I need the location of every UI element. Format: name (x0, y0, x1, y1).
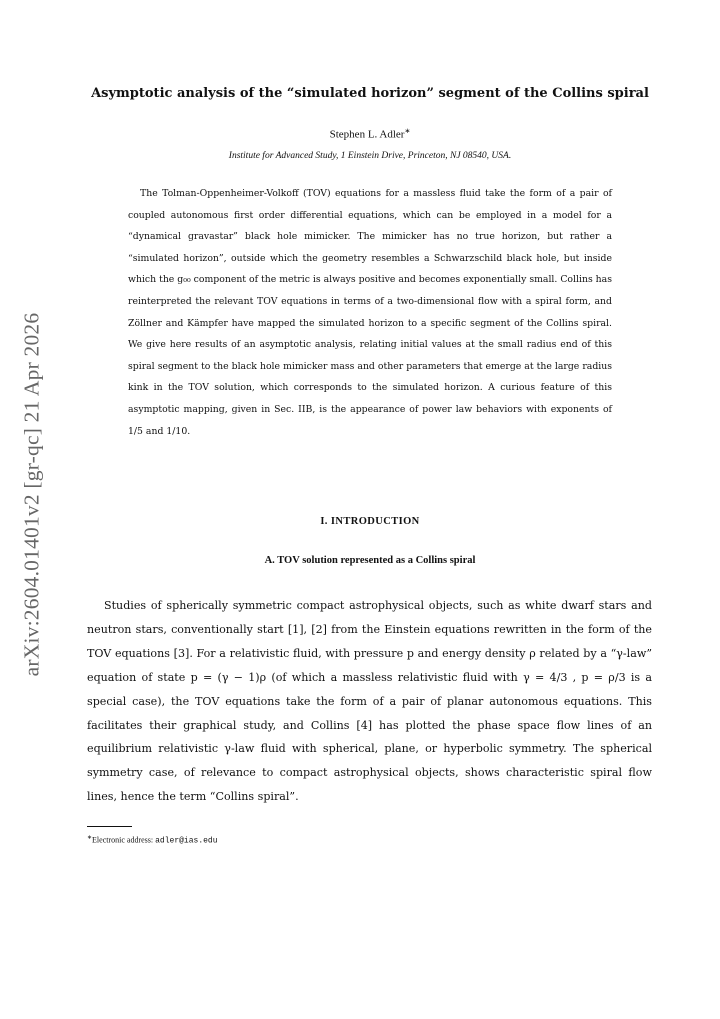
footnote-divider (87, 826, 132, 827)
footnote-email: adler@ias.edu (155, 836, 218, 846)
footnote-mark: ∗ (87, 835, 93, 841)
arxiv-identifier-text: arXiv:2604.01401v2 [gr-qc] 21 Apr 2026 (19, 312, 44, 676)
author-name: Stephen L. Adler (329, 128, 405, 141)
section-heading: I. INTRODUCTION (320, 516, 420, 527)
arxiv-identifier-stamp (14, 299, 50, 689)
abstract-paragraph: The Tolman-Oppenheimer-Volkoff (TOV) equations for a massless fluid take the form of a pair of coupled autonomous first order differential equations, which can be employed in a model for a “dynamical gravastar” black hole mimicker. The mimicker has no true horizon, but rather a “simulated horizon”, outside which the geometry resembles a Schwarzschild black hole, but inside which the g₀₀ component of the metric is always positive and becomes exponentially small. Collins has reinterpreted the relevant TOV equations in terms of a two-dimensional flow with a spiral form, and Zöllner and Kämpfer have mapped the simulated horizon to a specific segment of the Collins spiral. We give here results of an asymptotic analysis, relating initial values at the small radius end of this spiral segment to the black hole mimicker mass and other parameters that emerge at the large radius kink in the TOV solution, which corresponds to the simulated horizon. A curious feature of this asymptotic mapping, given in Sec. IIB, is the appearance of power law behaviors with exponents of 1/5 and 1/10. (128, 188, 612, 437)
author-affiliation: Institute for Advanced Study, 1 Einstein Drive, Princeton, NJ 08540, USA. (228, 151, 512, 161)
subsection-heading: A. TOV solution represented as a Collins spiral (264, 555, 476, 566)
intro-paragraph: Studies of spherically symmetric compact astrophysical objects, such as white dwarf stars and neutron stars, conventionally start [1], [2] from the Einstein equations rewritten in the form of the TOV equations [3]. For a relativistic fluid, with pressure p and energy density ρ related by a “γ-law” equation of state p = (γ − 1)ρ (of which a massless relativistic fluid with γ = 4/3 , p = ρ/3 is a special case), the TOV equations take the form of a pair of planar autonomous equations. This facilitates their graphical study, and Collins [4] has plotted the phase space flow lines of an equilibrium relativistic γ-law fluid with spherical, plane, or hyperbolic symmetry. The spherical symmetry case, of relevance to compact astrophysical objects, shows characteristic spiral flow lines, hence the term “Collins spiral”. (87, 599, 652, 804)
footnote-label: Electronic address: (92, 835, 156, 845)
author-footnote-mark: ∗ (404, 127, 411, 135)
author-line (60, 127, 680, 141)
paper-title: Asymptotic analysis of the “simulated horizon” segment of the Collins spiral (91, 86, 649, 101)
footnote (87, 834, 218, 846)
